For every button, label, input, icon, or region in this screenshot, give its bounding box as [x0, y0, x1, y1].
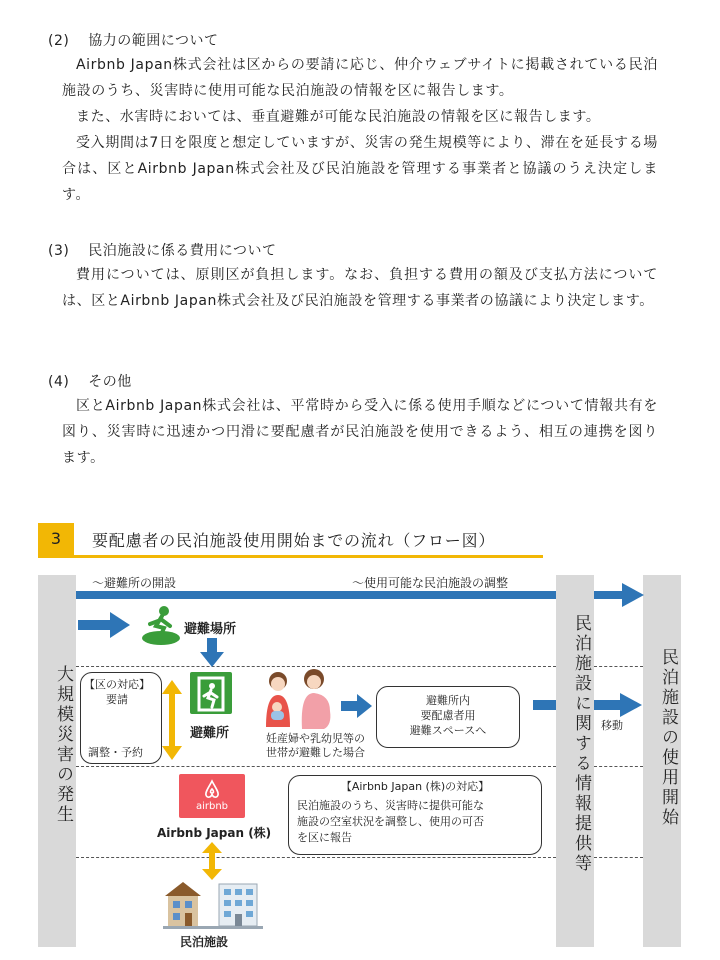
airbnb-name: Airbnb Japan (株) [157, 826, 272, 840]
ward-adjust-label: 調整・予約 [88, 746, 143, 759]
airbnb-logo-text: airbnb [195, 801, 229, 812]
top-label-adjustment: ～使用可能な民泊施設の調整 [352, 576, 509, 590]
timeline-arrow-head-icon [622, 583, 646, 607]
ward-request-label: 要請 [106, 693, 128, 706]
divider-2b [594, 766, 643, 767]
people-caption-line-1: 妊産婦や乳幼児等の [266, 732, 365, 745]
people-caption [266, 732, 365, 760]
airbnb-response-box [288, 775, 542, 855]
left-column-label: 大規模災害の発生 [53, 665, 73, 825]
airbnb-minpaku-double-arrow-icon [202, 842, 222, 880]
airbnb-box-line-1: 民泊施設のうち、災害時に提供可能な [297, 799, 484, 812]
section-4-number: (4) [48, 374, 70, 390]
minpaku-label: 民泊施設 [180, 935, 229, 949]
shelter-label: 避難所 [190, 726, 230, 741]
move-arrow-right-bar [594, 700, 622, 710]
divider-1b [594, 666, 643, 667]
mother-and-child-icon [262, 667, 344, 731]
section-2-paragraph-2: また、水害時においては、垂直避難が可能な民泊施設の情報を区に報告します。 [76, 109, 601, 125]
airbnb-box-line-2: 施設の空室状況を調整し、使用の可否 [297, 815, 484, 828]
minpaku-buildings-icon [163, 880, 263, 930]
move-arrow-left-bar [533, 700, 556, 710]
flow-number-badge: 3 [38, 523, 74, 555]
shelter-space-line-2: 要配慮者用 [420, 709, 476, 722]
arrow-to-space-icon [341, 694, 373, 718]
section-3-title: 民泊施設に係る費用について [88, 243, 277, 259]
flow-title: 要配慮者の民泊施設使用開始までの流れ（フロー図） [92, 531, 496, 550]
section-4-title: その他 [88, 374, 132, 390]
arrow-down-to-shelter-icon [200, 638, 224, 668]
people-caption-line-2: 世帯が避難した場合 [266, 746, 365, 759]
divider-2 [76, 766, 556, 767]
airbnb-box-line-3: を区に報告 [297, 831, 352, 844]
airbnb-box-title: 【Airbnb Japan (株)の対応】 [340, 780, 490, 793]
shelter-exit-icon [190, 672, 232, 714]
divider-3b [594, 857, 643, 858]
shelter-space-line-3: 避難スペースへ [409, 724, 487, 737]
section-2-paragraph-3: 受入期間は7日を限度と想定していますが、災害の発生規模等により、滞在を延長する場合は、区とAirbnb Japan株式会社及び民泊施設を管理する事業者と協議のうえ決定します。 [62, 135, 658, 203]
flow-title-underline [38, 555, 543, 558]
arrow-to-evac-place-icon [78, 612, 132, 638]
move-label: 移動 [601, 719, 623, 732]
timeline-arrow-bar-right [594, 591, 624, 599]
timeline-arrow-bar [76, 591, 556, 599]
section-2-title: 協力の範囲について [88, 33, 219, 49]
section-3-paragraph-1: 費用については、原則区が負担します。なお、負担する費用の額及び支払方法については、区とAirbnb Japan株式会社及び民泊施設を管理する事業者の協議により決定します。 [62, 267, 658, 309]
airbnb-belo-icon [203, 779, 221, 799]
shelter-space-box [376, 686, 520, 748]
move-arrow-head-icon [620, 693, 644, 717]
ward-box-title: 【区の対応】 [84, 678, 150, 691]
middle-column-label: 民泊施設に関する情報提供等 [571, 614, 591, 874]
shelter-space-line-1: 避難所内 [426, 694, 470, 707]
evacuation-place-icon [140, 604, 182, 646]
ward-double-arrow-icon [162, 680, 182, 760]
divider-3 [76, 857, 556, 858]
section-2-heading [48, 30, 219, 50]
section-2-paragraph-1: Airbnb Japan株式会社は区からの要請に応じ、仲介ウェブサイトに掲載されている民泊施設のうち、災害時に使用可能な民泊施設の情報を区に報告します。 [62, 57, 658, 99]
airbnb-logo [179, 774, 245, 818]
evacuation-place-label: 避難場所 [184, 622, 237, 637]
section-3-number: (3) [48, 243, 70, 259]
section-3-heading [48, 240, 277, 260]
section-4-paragraph-1: 区とAirbnb Japan株式会社は、平常時から受入に係る使用手順などについて情報共有を図り、災害時に迅速かつ円滑に要配慮者が民泊施設を使用できるよう、相互の連携を図ります。 [62, 398, 658, 466]
right-column-label: 民泊施設の使用開始 [658, 648, 678, 828]
section-2-number: (2) [48, 33, 70, 49]
top-label-shelter-opening: ～避難所の開設 [92, 576, 177, 590]
section-4-heading [48, 371, 132, 391]
